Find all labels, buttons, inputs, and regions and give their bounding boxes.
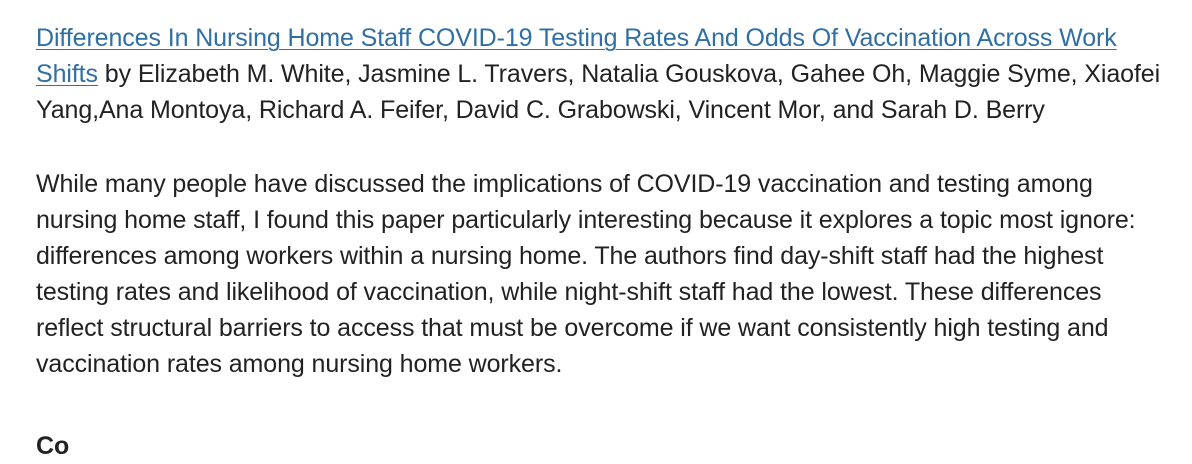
article-title-link[interactable]: Differences In Nursing Home Staff COVID-19 Testing Rates And Odds Of Vaccination Across Work Shifts — [36, 24, 1117, 88]
next-section-heading-text: Co — [36, 432, 70, 460]
article-entry — [36, 20, 1171, 382]
article-summary: While many people have discussed the implications of COVID-19 vaccination and testing among nursing home staff, I found this paper particularly interesting because it explores a topic most ignore: differences among workers within a nursing home. The authors find day-shift staff had the highest testing rates and likelihood of vaccination, while night-shift staff had the lowest. These differences reflect structural barriers to access that must be overcome if we want consistently high testing and vaccination rates among nursing home workers. — [36, 170, 1136, 378]
next-section-heading-partial — [36, 428, 98, 460]
citation — [36, 20, 1171, 128]
article-byline: by Elizabeth M. White, Jasmine L. Travers, Natalia Gouskova, Gahee Oh, Maggie Syme, Xiaofei Yang,Ana Montoya, Richard A. Feifer, David C. Grabowski, Vincent Mor, and Sarah D. Berry — [36, 60, 1161, 124]
